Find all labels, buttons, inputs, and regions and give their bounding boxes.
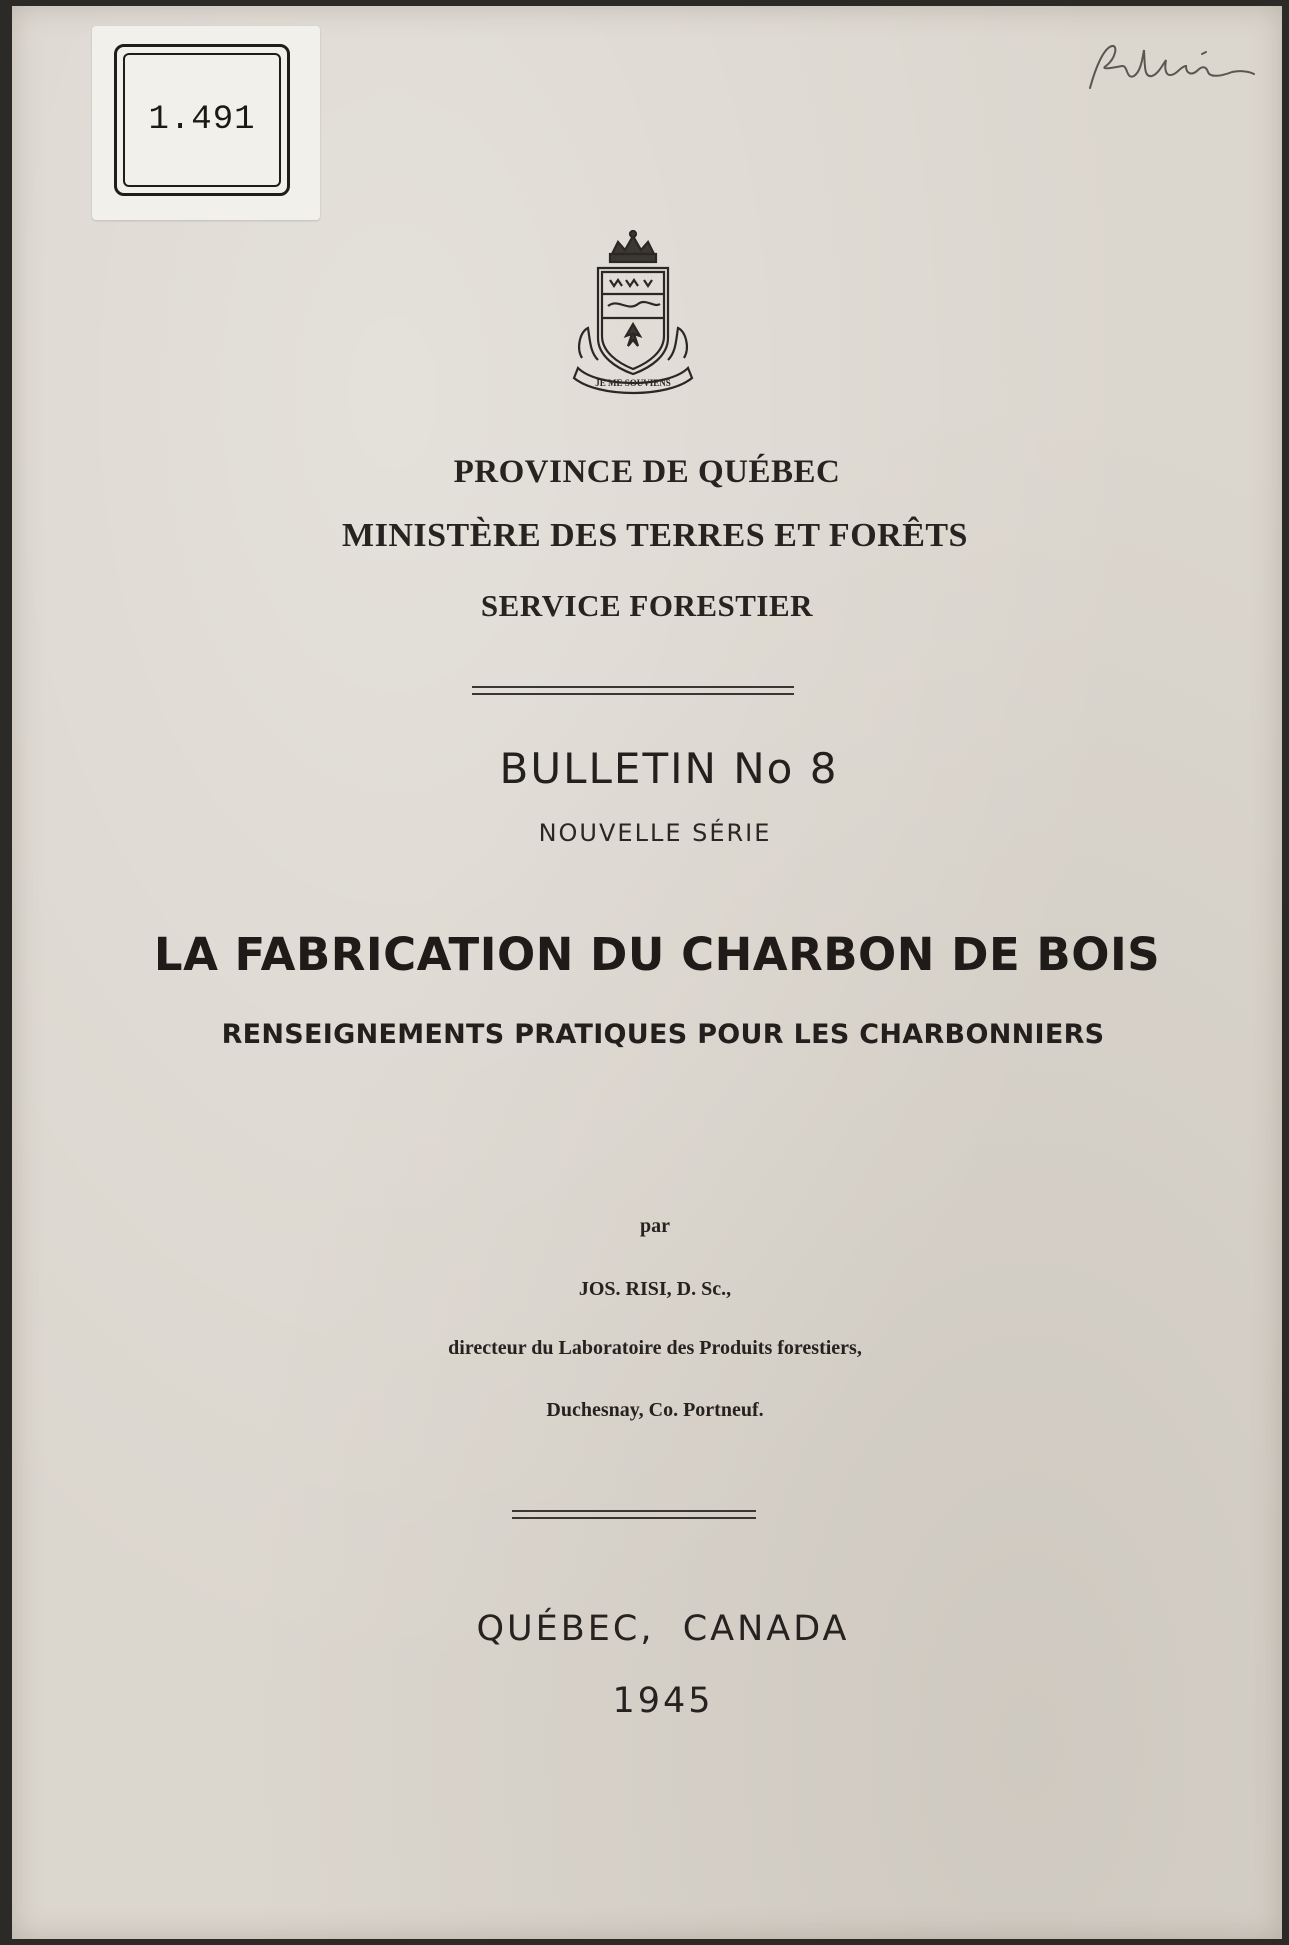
author-location: Duchesnay, Co. Portneuf. bbox=[546, 1399, 764, 1421]
coat-of-arms-icon bbox=[568, 228, 698, 398]
author-by: par bbox=[640, 1215, 670, 1237]
author-name: JOS. RISI, D. Sc., bbox=[578, 1278, 732, 1300]
handwritten-signature bbox=[1082, 36, 1262, 106]
call-number-frame bbox=[114, 44, 290, 196]
call-number-label: 1.491 bbox=[148, 101, 256, 139]
divider-rule-top bbox=[472, 686, 794, 695]
header-province: PROVINCE DE QUÉBEC bbox=[453, 454, 841, 490]
imprint-place: QUÉBEC, CANADA bbox=[476, 1609, 850, 1649]
bulletin-number: BULLETIN No 8 bbox=[499, 744, 839, 793]
call-number-sticker bbox=[92, 26, 320, 220]
author-position: directeur du Laboratoire des Produits forestiers, bbox=[448, 1337, 862, 1359]
document-cover bbox=[12, 6, 1282, 1939]
header-ministry: MINISTÈRE DES TERRES ET FORÊTS bbox=[342, 517, 968, 554]
crest-motto: JE ME SOUVIENS bbox=[595, 378, 671, 388]
document-title: LA FABRICATION DU CHARBON DE BOIS bbox=[153, 928, 1161, 981]
bulletin-series: NOUVELLE SÉRIE bbox=[538, 819, 772, 847]
imprint-year: 1945 bbox=[612, 1681, 714, 1721]
header-service: SERVICE FORESTIER bbox=[480, 588, 814, 623]
document-subtitle: RENSEIGNEMENTS PRATIQUES POUR LES CHARBONNIERS bbox=[221, 1019, 1105, 1050]
divider-rule-bottom bbox=[512, 1510, 756, 1519]
